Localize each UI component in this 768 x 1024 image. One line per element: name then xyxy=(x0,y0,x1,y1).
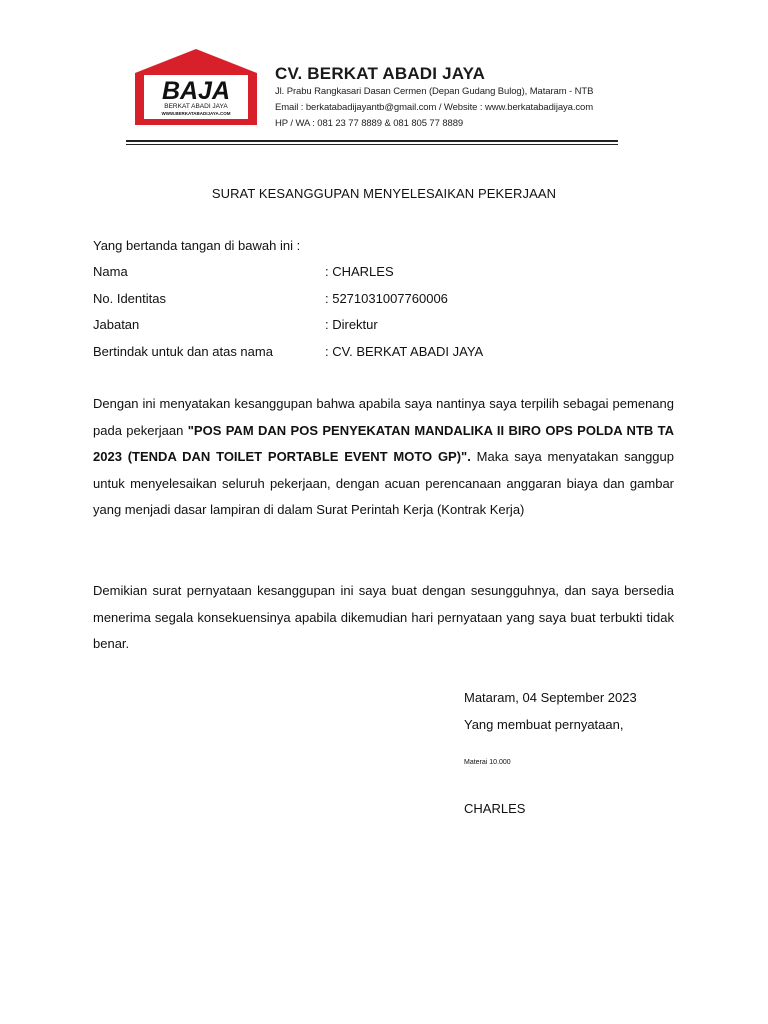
letterhead-rule-thin xyxy=(126,144,618,145)
company-phone: HP / WA : 081 23 77 8889 & 081 805 77 8889 xyxy=(275,118,464,129)
letter-title: SURAT KESANGGUPAN MENYELESAIKAN PEKERJAAN xyxy=(211,186,557,201)
logo-url: WWW.BERKATABADIJAYA.COM xyxy=(161,111,231,116)
statement-text-after: Maka saya menyatakan sanggup untuk menyelesaikan seluruh pekerjaan, dengan acuan perencanaan anggaran biaya dan gambar yang menjadi dasar lampiran di dalam Surat Perintah Kerja (Kontrak Kerja) xyxy=(93,449,674,517)
field-value-nama: : CHARLES xyxy=(325,264,394,279)
statement-paragraph xyxy=(93,391,674,524)
field-label-nama: Nama xyxy=(93,264,128,279)
field-value-bertindak: : CV. BERKAT ABADI JAYA xyxy=(325,344,484,359)
materai-stamp-note: Materai 10.000 xyxy=(464,759,511,766)
signatory-name: CHARLES xyxy=(464,801,526,816)
closing-paragraph: Demikian surat pernyataan kesanggupan ini saya buat dengan sesungguhnya, dan saya bersedia menerima segala konsekuensinya apabila dikemudian hari pernyataan yang saya buat terbukti tidak benar. xyxy=(93,583,674,651)
logo-text: BAJA xyxy=(161,77,231,105)
signatory-caption: Yang membuat pernyataan, xyxy=(464,717,624,732)
field-label-identitas: No. Identitas xyxy=(93,291,166,306)
intro-text: Yang bertanda tangan di bawah ini : xyxy=(93,238,301,253)
project-name: "POS PAM DAN POS PENYEKATAN MANDALIKA II BIRO OPS POLDA NTB TA 2023 (TENDA DAN TOILET PORTABLE EVENT MOTO GP)". xyxy=(93,422,675,464)
statement-text-before: Dengan ini menyatakan kesanggupan bahwa apabila saya nantinya saya terpilih sebagai pemenang pada pekerjaan xyxy=(93,396,674,438)
company-address: Jl. Prabu Rangkasari Dasan Cermen (Depan Gudang Bulog), Mataram - NTB xyxy=(275,86,594,97)
logo-subtitle: BERKAT ABADI JAYA xyxy=(164,103,228,110)
field-label-bertindak: Bertindak untuk dan atas nama xyxy=(93,344,273,359)
field-value-jabatan: : Direktur xyxy=(325,317,378,332)
company-name: CV. BERKAT ABADI JAYA xyxy=(275,64,486,83)
company-email: Email : berkatabadijayantb@gmail.com / Website : www.berkatabadijaya.com xyxy=(275,102,594,113)
baja-house-logo xyxy=(131,47,261,127)
field-label-jabatan: Jabatan xyxy=(93,317,140,332)
place-date: Mataram, 04 September 2023 xyxy=(464,690,637,705)
field-value-identitas: : 5271031007760006 xyxy=(325,291,448,306)
letterhead-rule-thick xyxy=(126,140,618,142)
